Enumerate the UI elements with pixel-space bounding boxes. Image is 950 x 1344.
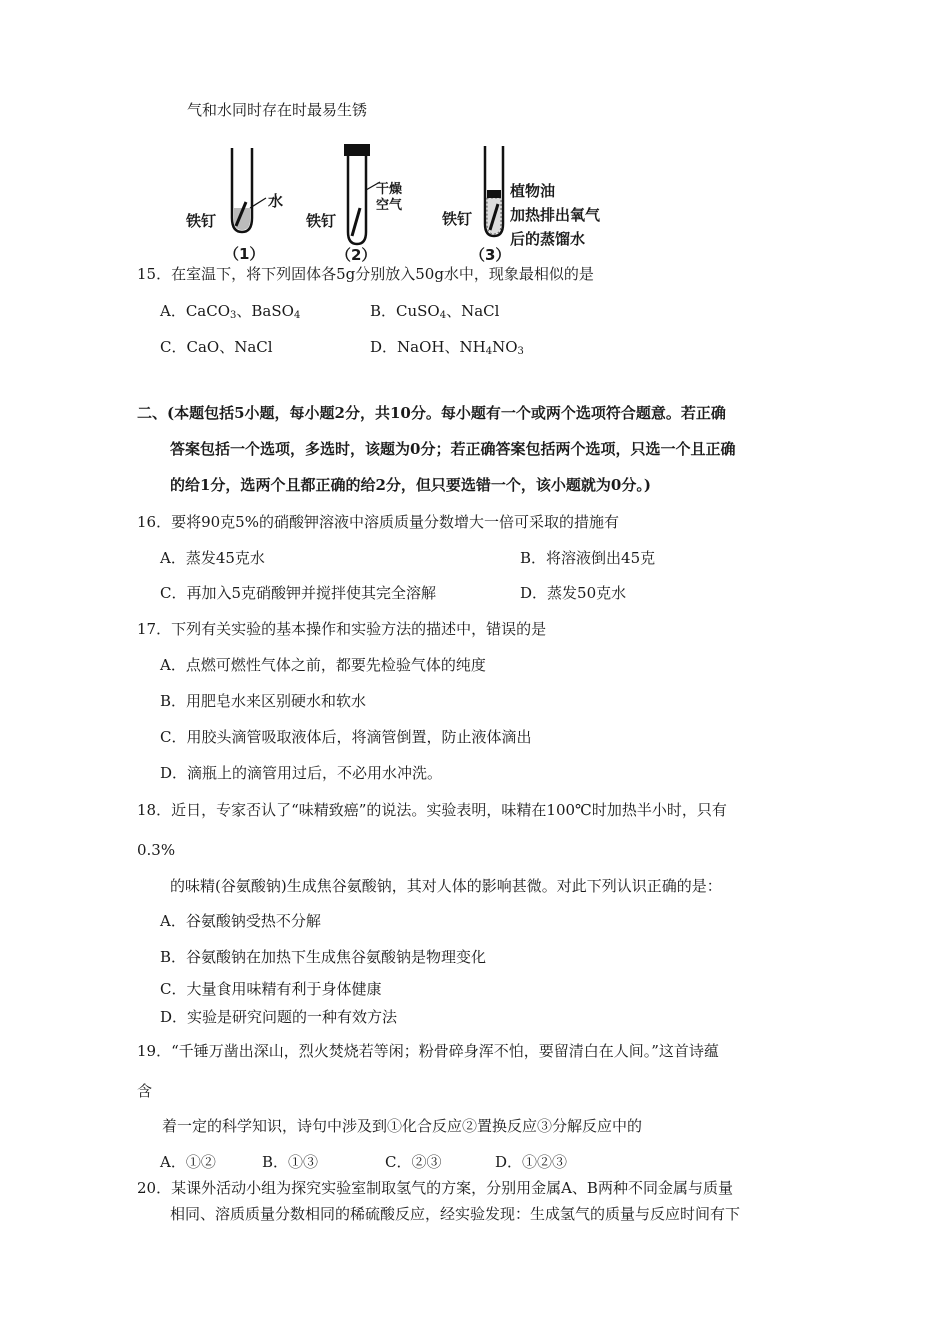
q18-option-c: C．大量食用味精有利于身体健康 xyxy=(160,980,382,998)
q15-stem: 15．在室温下，将下列固体各5g分别放入50g水中，现象最相似的是 xyxy=(137,265,594,283)
tube-1-nail-label: 铁钉 xyxy=(186,212,217,230)
tube-2-drawing xyxy=(344,144,380,244)
q20-stem-line2: 相同、溶质质量分数相同的稀硫酸反应，经实验发现：生成氢气的质量与反应时间有下 xyxy=(170,1205,741,1223)
test-tube-figure xyxy=(180,140,640,270)
q18-option-d: D．实验是研究问题的一种有效方法 xyxy=(160,1008,398,1026)
q17-option-a: A．点燃可燃性气体之前，都要先检验气体的纯度 xyxy=(160,656,486,674)
tube-3-note-line2: 加热排出氧气 xyxy=(510,206,601,224)
q18-stem-line1: 18．近日，专家否认了“味精致癌”的说法。实验表明，味精在100℃时加热半小时，只有 xyxy=(137,801,727,819)
tube-2-note-line2: 空气 xyxy=(376,198,403,213)
q19-stem-line1: 19．“千锤万凿出深山，烈火焚烧若等闲；粉骨碎身浑不怕，要留清白在人间。”这首诗蕴 xyxy=(137,1042,719,1060)
q17-option-b: B．用肥皂水来区别硬水和软水 xyxy=(160,692,367,710)
tube-2-note-line1: 干燥 xyxy=(376,182,403,197)
q18-option-a: A．谷氨酸钠受热不分解 xyxy=(160,912,321,930)
q18-option-b: B．谷氨酸钠在加热下生成焦谷氨酸钠是物理变化 xyxy=(160,948,487,966)
tube-1-number: （1） xyxy=(224,245,265,263)
tube-3-note-line1: 植物油 xyxy=(510,182,556,200)
tube-3-number: （3） xyxy=(470,246,511,264)
q17-option-d: D．滴瓶上的滴管用过后，不必用水冲洗。 xyxy=(160,764,443,782)
tube-3-nail-label: 铁钉 xyxy=(442,210,473,228)
q19-option-d: D．①②③ xyxy=(495,1153,568,1171)
tube-3-note-line3: 后的蒸馏水 xyxy=(510,230,586,248)
tube-3-drawing xyxy=(485,146,503,236)
q20-stem-line1: 20．某课外活动小组为探究实验室制取氢气的方案，分别用金属A、B两种不同金属与质量 xyxy=(137,1179,733,1197)
tube-1-water-label: 水 xyxy=(268,192,284,210)
q19-stem-line3: 着一定的科学知识，诗句中涉及到①化合反应②置换反应③分解反应中的 xyxy=(162,1117,643,1135)
q16-option-b: B．将溶液倒出45克 xyxy=(520,549,656,567)
section2-line3: 的给1分，选两个且都正确的给2分，但只要选错一个，该小题就为0分。) xyxy=(170,476,651,494)
q18-stem-line2: 0.3% xyxy=(137,841,176,859)
q17-stem: 17．下列有关实验的基本操作和实验方法的描述中，错误的是 xyxy=(137,620,547,638)
section2-line1: 二、(本题包括5小题，每小题2分，共10分。每小题有一个或两个选项符合题意。若正确 xyxy=(137,404,726,422)
q15-option-d: D．NaOH、$NH_4NO_3$ xyxy=(370,338,524,357)
tube-1-drawing xyxy=(232,148,266,232)
q18-stem-line3: 的味精(谷氨酸钠)生成焦谷氨酸钠，其对人体的影响甚微。对此下列认识正确的是： xyxy=(170,877,722,895)
q16-stem: 16．要将90克5%的硝酸钾溶液中溶质质量分数增大一倍可采取的措施有 xyxy=(137,513,619,531)
q19-option-c: C．②③ xyxy=(385,1153,442,1171)
q15-option-c: C．CaO、NaCl xyxy=(160,338,273,356)
q15-option-a: A．CaCO$_3$、BaSO$_4$ xyxy=(160,302,301,321)
tube-2-number: （2） xyxy=(336,246,377,264)
section2-line2: 答案包括一个选项，多选时，该题为0分；若正确答案包括两个选项，只选一个且正确 xyxy=(170,440,736,458)
q16-option-c: C．再加入5克硝酸钾并搅拌使其完全溶解 xyxy=(160,584,437,602)
q16-option-d: D．蒸发50克水 xyxy=(520,584,627,602)
q16-option-a: A．蒸发45克水 xyxy=(160,549,265,567)
q19-option-a: A．①② xyxy=(160,1153,216,1171)
q17-option-c: C．用胶头滴管吸取液体后，将滴管倒置，防止液体滴出 xyxy=(160,728,532,746)
q19-option-b: B．①③ xyxy=(262,1153,319,1171)
tube-2-nail-label: 铁钉 xyxy=(306,212,337,230)
top-line: 气和水同时存在时最易生锈 xyxy=(187,101,368,119)
q19-stem-line2: 含 xyxy=(137,1082,153,1100)
q15-option-b: B．CuSO$_4$、NaCl xyxy=(370,302,500,321)
